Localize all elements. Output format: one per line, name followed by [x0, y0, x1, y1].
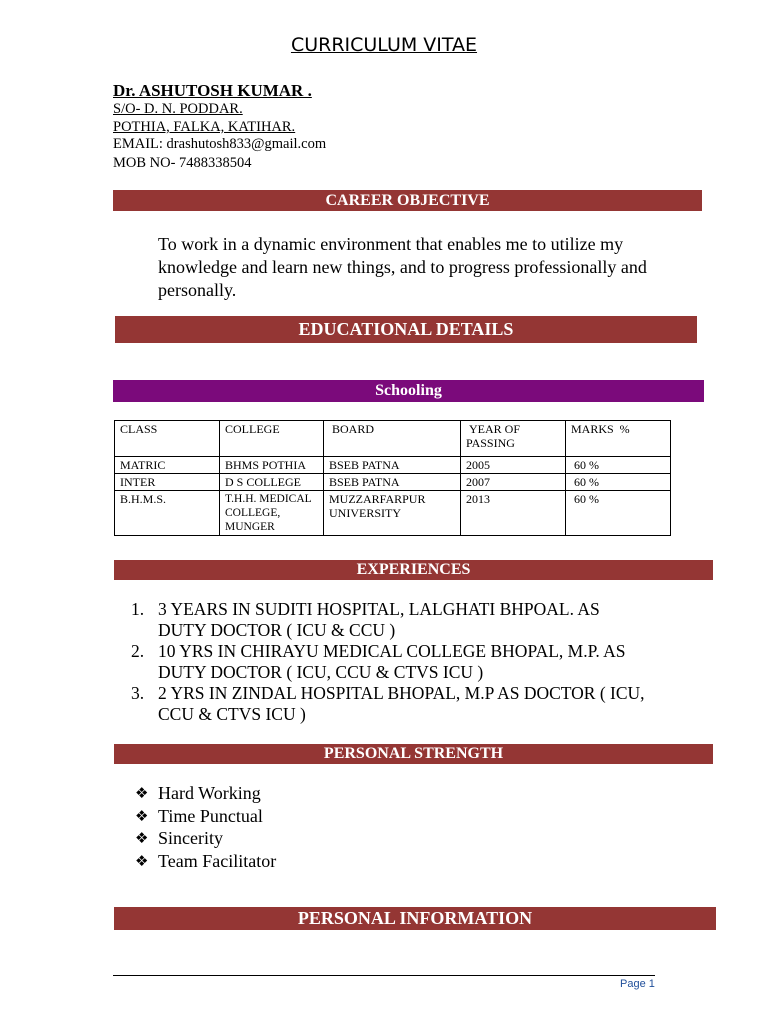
educational-details-heading: EDUCATIONAL DETAILS [115, 316, 697, 343]
list-number: 1. [131, 599, 145, 619]
cell-class: MATRIC [115, 457, 220, 474]
document-title: CURRICULUM VITAE [290, 34, 478, 56]
table-header-row [115, 421, 671, 457]
list-number: 2. [131, 641, 145, 661]
cell-class: INTER [115, 474, 220, 491]
table-row [115, 457, 671, 474]
cell-class: B.H.M.S. [115, 491, 220, 536]
list-item [135, 850, 276, 873]
cell-board: BSEB PATNA [324, 457, 461, 474]
experience-text: 3 YEARS IN SUDITI HOSPITAL, LALGHATI BHPOAL. AS DUTY DOCTOR ( ICU & CCU ) [158, 599, 600, 640]
table-row [115, 491, 671, 536]
list-number: 3. [131, 683, 145, 703]
strength-text: Time Punctual [158, 805, 263, 826]
mobile-line: MOB NO- 7488338504 [113, 155, 252, 171]
diamond-bullet-icon: ❖ [135, 829, 149, 847]
personal-information-heading: PERSONAL INFORMATION [114, 907, 716, 930]
experience-text: 10 YRS IN CHIRAYU MEDICAL COLLEGE BHOPAL, M.P. AS DUTY DOCTOR ( ICU, CCU & CTVS ICU ) [158, 641, 626, 682]
cell-year: 2007 [461, 474, 566, 491]
cell-board: BSEB PATNA [324, 474, 461, 491]
diamond-bullet-icon: ❖ [135, 806, 149, 825]
diamond-bullet-icon: ❖ [135, 851, 149, 870]
cell-college: T.H.H. MEDICAL COLLEGE, MUNGER [220, 491, 324, 536]
list-item [131, 599, 651, 641]
personal-strength-heading: PERSONAL STRENGTH [114, 744, 713, 764]
schooling-table [114, 420, 671, 536]
experience-text: 2 YRS IN ZINDAL HOSPITAL BHOPAL, M.P AS DOCTOR ( ICU, CCU & CTVS ICU ) [158, 683, 645, 724]
experiences-list [131, 599, 651, 725]
candidate-name: Dr. ASHUTOSH KUMAR . [113, 81, 312, 100]
schooling-heading: Schooling [113, 380, 704, 402]
email-line: EMAIL: drashutosh833@gmail.com [113, 136, 327, 152]
cell-marks: 60 % [566, 491, 671, 536]
parent-line: S/O- D. N. PODDAR. [113, 101, 243, 117]
diamond-bullet-icon: ❖ [135, 784, 149, 802]
header-cell-marks: MARKS % [566, 421, 671, 457]
strength-text: Sincerity [158, 828, 223, 848]
career-objective-heading: CAREER OBJECTIVE [113, 190, 702, 211]
cell-year: 2005 [461, 457, 566, 474]
page-number: Page 1 [620, 978, 655, 990]
header-cell-board: BOARD [324, 421, 461, 457]
header-cell-college: COLLEGE [220, 421, 324, 457]
address-line: POTHIA, FALKA, KATIHAR. [113, 119, 296, 135]
career-objective-text: To work in a dynamic environment that enables me to utilize my knowledge and learn new things, and to progress professionally and personally. [158, 234, 647, 300]
list-item [131, 683, 651, 725]
strength-text: Team Facilitator [158, 850, 277, 871]
list-item [135, 827, 276, 850]
cell-marks: 60 % [566, 474, 671, 491]
list-item [135, 805, 276, 828]
list-item [135, 782, 276, 805]
list-item [131, 641, 651, 683]
cell-college: BHMS POTHIA [220, 457, 324, 474]
footer-divider [113, 975, 655, 976]
cell-marks: 60 % [566, 457, 671, 474]
header-cell-class: CLASS [115, 421, 220, 457]
cell-year: 2013 [461, 491, 566, 536]
table-row [115, 474, 671, 491]
cell-board: MUZZARFARPUR UNIVERSITY [324, 491, 461, 536]
strength-text: Hard Working [158, 783, 261, 803]
cell-college: D S COLLEGE [220, 474, 324, 491]
experiences-heading: EXPERIENCES [114, 560, 713, 580]
header-cell-year: YEAR OF PASSING [461, 421, 566, 457]
strengths-list [135, 782, 276, 872]
